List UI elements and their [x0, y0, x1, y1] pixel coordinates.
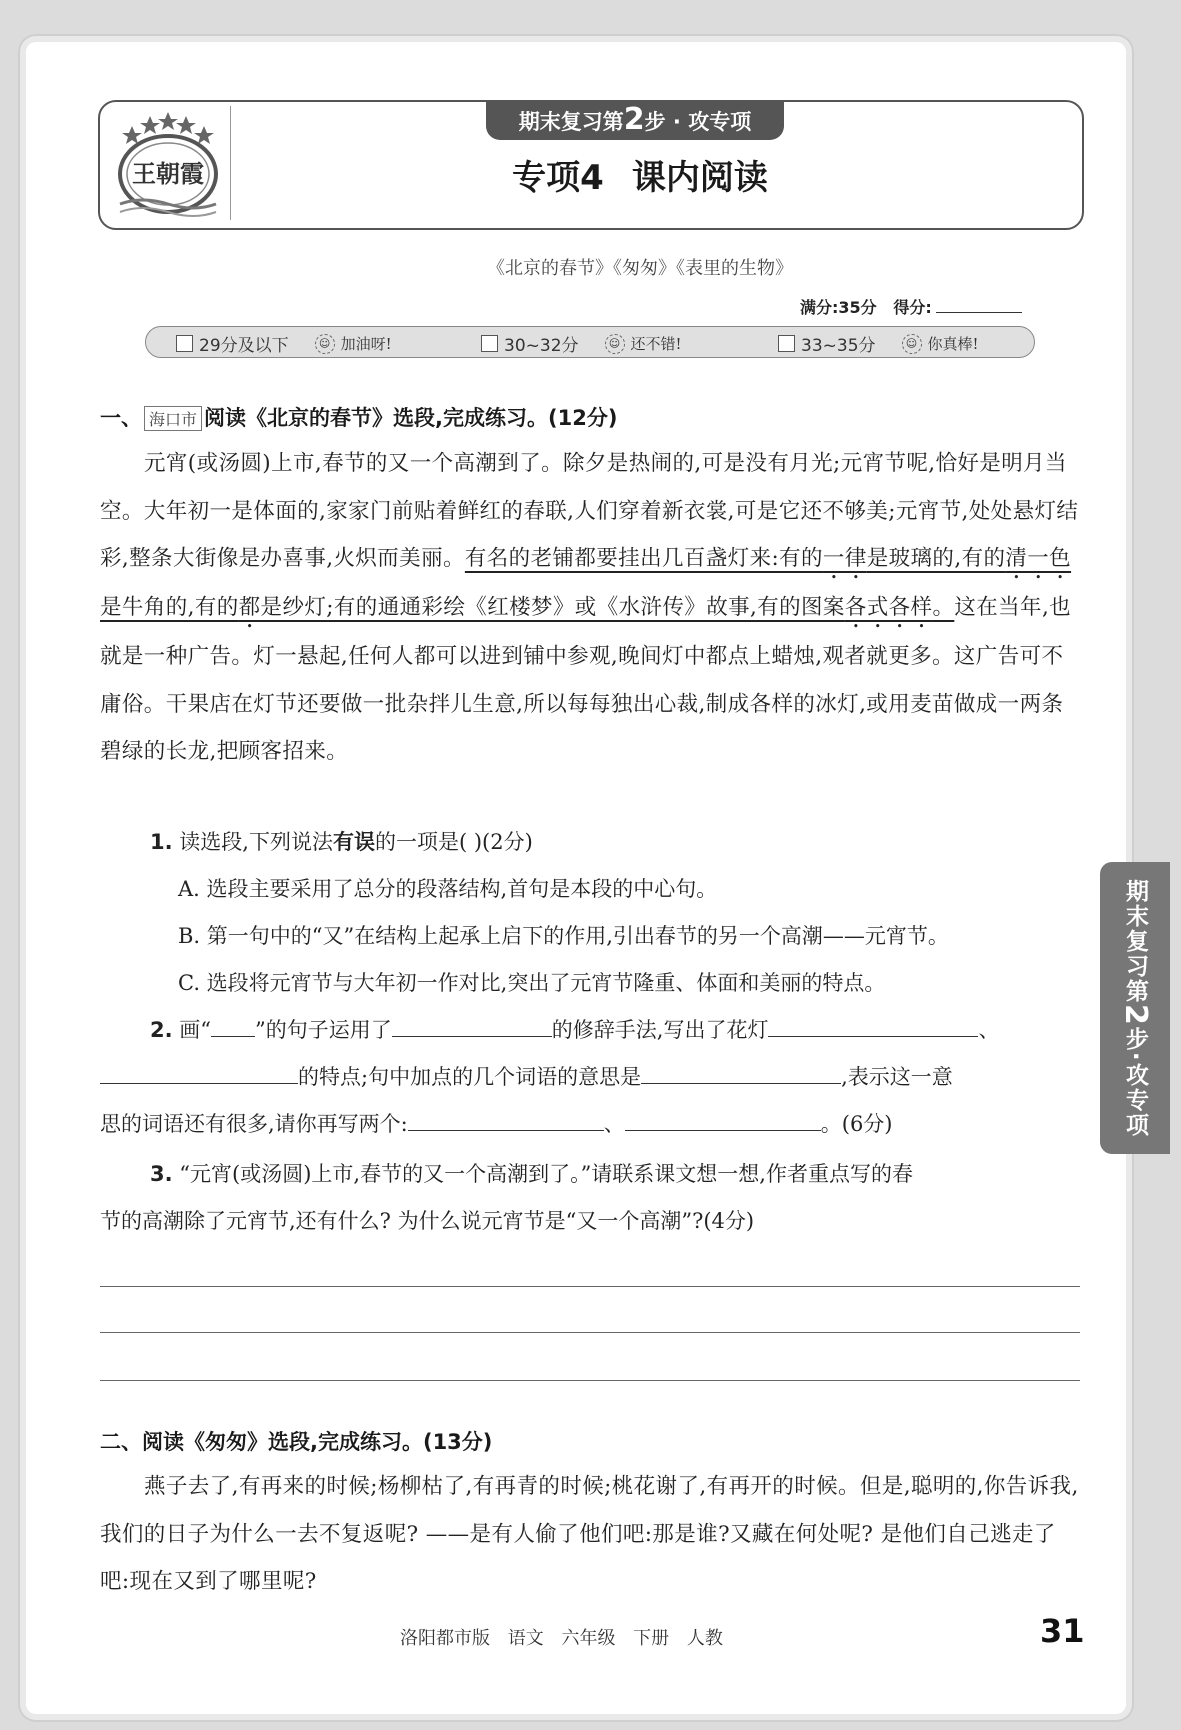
q1-prefix: 一、 [100, 406, 142, 430]
smile-icon: ☺ [315, 334, 335, 354]
title-part-a: 专项4 [512, 158, 604, 198]
rating-cheer: 还不错! [630, 335, 682, 353]
passage-1-text: 元宵(或汤圆)上市,春节的又一个高潮到了。除夕是热闹的,可是没有月光;元宵节呢,恰好是明月当空。大年初一是体面的,家家门前贴着鲜红的春联,人们穿着新衣裳,可是它还不够美;元宵节,处处悬灯结彩,整条大街像是办喜事,火炽而美丽。 [100, 451, 1079, 571]
page-title [290, 150, 990, 199]
checkbox[interactable] [176, 335, 193, 352]
rating-item [778, 331, 979, 356]
underline-part: 是牛角的,有的 [100, 595, 239, 620]
svg-text:王朝霞: 王朝霞 [132, 159, 204, 188]
rating-range: 30~32分 [504, 336, 579, 356]
full-score: 满分:35分 [800, 298, 877, 317]
sub-text: 的修辞手法,写出了花灯 [551, 1018, 769, 1042]
q1-title: 阅读《北京的春节》选段,完成练习。(12分) [204, 406, 618, 430]
question-1-heading [100, 402, 617, 432]
sub-text: ,表示这一意 [841, 1065, 953, 1089]
dotted-word: 一律 [822, 546, 867, 571]
footer-edition: 洛阳都市版 语文 六年级 下册 人教 [400, 1628, 723, 1649]
question-2-heading: 二、阅读《匆匆》选段,完成练习。(13分) [100, 1430, 493, 1454]
step-num: 2 [623, 102, 645, 137]
subquestion-2 [150, 1007, 1080, 1054]
checkbox[interactable] [778, 335, 795, 352]
underline-part: 。 [932, 595, 955, 620]
passage-1-text-2: 这在当年,也就是一种广告。灯一悬起,任何人都可以进到铺中参观,晚间灯中都点上蜡烛,观者就更多。这广告可不庸俗。干果店在灯节还要做一批杂拌儿生意,所以每每独出心裁,制成各样的冰灯,或用麦苗做成一两条碧绿的长龙,把顾客招来。 [100, 595, 1072, 764]
sub-text: ”的句子运用了 [255, 1018, 392, 1042]
region-tag: 海口市 [144, 406, 202, 431]
checkbox[interactable] [481, 335, 498, 352]
dotted-word: 清一色 [1005, 546, 1072, 571]
sub-text: 画“ [179, 1018, 212, 1042]
subquestion-2-cont2 [100, 1101, 1085, 1148]
passage-2: 燕子去了,有再来的时候;杨柳枯了,有再青的时候;桃花谢了,有再开的时候。但是,聪明的,你告诉我,我们的日子为什么一去不复返呢? ——是有人偷了他们吧:那是谁?又藏在何处呢? 是他们自己逃走了吧:现在又到了哪里呢? [100, 1474, 1079, 1594]
sub-text: 。(6分) [820, 1112, 893, 1136]
rating-bar [145, 326, 1035, 358]
answer-blank[interactable] [408, 1108, 604, 1131]
dotted-word: 都 [238, 595, 261, 620]
underline-part: 是纱灯;有的通通彩绘《红楼梦》或《水浒传》故事,有的图案 [260, 595, 845, 620]
sub-text: 的特点;句中加点的几个词语的意思是 [298, 1065, 642, 1089]
sub-text: 思的词语还有很多,请你再写两个: [100, 1112, 408, 1136]
answer-line[interactable] [100, 1380, 1080, 1381]
dotted-word: 各式各样 [844, 595, 933, 620]
page-number: 31 [1040, 1612, 1085, 1650]
sub-text: 、 [603, 1112, 625, 1136]
title-part-b: 课内阅读 [631, 158, 768, 198]
side-tab [1100, 862, 1170, 1154]
sub-number: 3. [150, 1162, 173, 1186]
option-c[interactable]: C. 选段将元宵节与大年初一作对比,突出了元宵节隆重、体面和美丽的特点。 [178, 971, 886, 995]
underline-part: 有名的老铺都要挂出几百盏灯来:有的 [464, 546, 823, 571]
sub-number: 2. [150, 1018, 173, 1042]
side-tab-post: 步·攻专项 [1122, 1026, 1148, 1138]
underline-part: 是玻璃的,有的 [866, 546, 1006, 571]
brand-logo [112, 108, 224, 220]
underline-sample [211, 1014, 255, 1037]
rating-range: 29分及以下 [199, 336, 289, 356]
rating-cheer: 你真棒! [927, 335, 979, 353]
subquestion-1 [150, 819, 533, 866]
score-line [800, 295, 1022, 318]
rating-item [176, 331, 392, 356]
smile-icon: ☺ [902, 334, 922, 354]
score-blank[interactable] [936, 312, 1022, 313]
sub-text: 的一项是( )(2分) [374, 830, 533, 854]
emphasis-text: 有误 [332, 830, 375, 854]
sub-text: 、 [978, 1018, 1000, 1042]
smile-icon: ☺ [605, 334, 625, 354]
rating-cheer: 加油呀! [340, 335, 392, 353]
answer-blank[interactable] [768, 1014, 978, 1037]
answer-blank[interactable] [392, 1014, 552, 1037]
logo-divider [230, 106, 231, 220]
answer-line[interactable] [100, 1332, 1080, 1333]
sub-text: 读选段,下列说法 [179, 830, 333, 854]
step-pre: 期末复习第 [518, 110, 624, 134]
side-tab-pre: 期末复习第 [1122, 878, 1148, 1004]
option-b[interactable]: B. 第一句中的“又”在结构上起承上启下的作用,引出春节的另一个高潮——元宵节。 [178, 924, 949, 948]
subquestion-3-cont: 节的高潮除了元宵节,还有什么? 为什么说元宵节是“又一个高潮”?(4分) [100, 1209, 755, 1233]
source-texts: 《北京的春节》《匆匆》《表里的生物》 [487, 258, 793, 279]
side-tab-num: 2 [1118, 1003, 1153, 1027]
step-post: 步 · 攻专项 [644, 110, 752, 134]
passage-1 [100, 440, 1080, 776]
answer-blank[interactable] [100, 1061, 298, 1084]
subquestion-2-cont [100, 1054, 1085, 1101]
sub-text: “元宵(或汤圆)上市,春节的又一个高潮到了。”请联系课文想一想,作者重点写的春 [179, 1162, 913, 1186]
subquestion-3 [150, 1151, 1080, 1198]
rating-range: 33~35分 [801, 336, 876, 356]
answer-blank[interactable] [641, 1061, 841, 1084]
option-a[interactable]: A. 选段主要采用了总分的段落结构,首句是本段的中心句。 [178, 877, 718, 901]
rating-item [481, 331, 682, 356]
answer-line[interactable] [100, 1286, 1080, 1287]
step-banner [486, 100, 784, 140]
sub-number: 1. [150, 830, 173, 854]
answer-blank[interactable] [625, 1108, 821, 1131]
score-label: 得分: [893, 298, 932, 317]
